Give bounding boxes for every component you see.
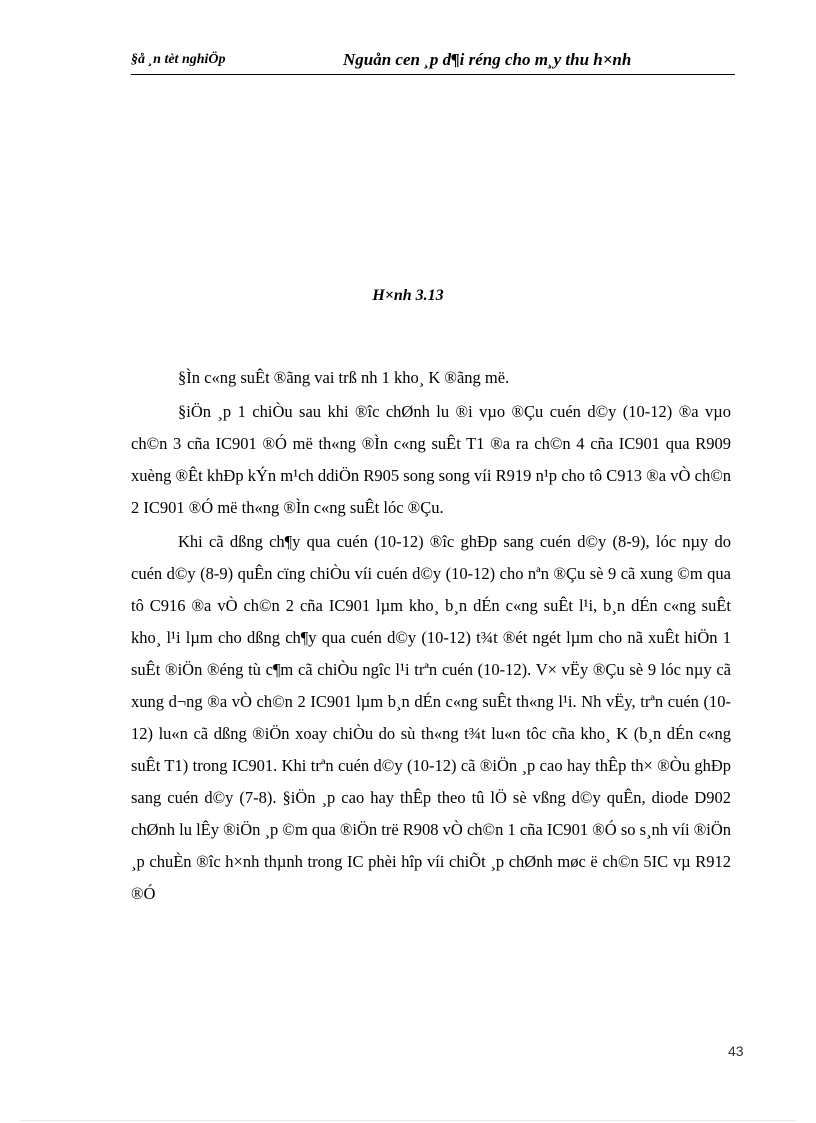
page-bottom-edge (20, 1120, 796, 1121)
page-number: 43 (728, 1043, 744, 1059)
figure-caption: H×nh 3.13 (372, 287, 444, 304)
page-header (131, 50, 735, 75)
paragraph: Khi cã dßng ch¶y qua cuén (10-12) ®îc ghÐp sang cuén d©y (8-9), lóc nµy do cuén d©y (8-9) quÊn cïng chiÒu víi cuén d©y (10-12) cho nªn ®Çu sè 9 cã xung ©m qua tô C916 ®a vÒ ch©n 2 cña IC901 lµm kho¸ b¸n dÉn c«ng suÊt l¹i, b¸n dÉn c«ng suÊt kho¸ l¹i lµm cho dßng ch¶y qua cuén d©y (10-12) t¾t ®ét ngét lµm cho nã xuÊt hiÖn 1 suÊt ®iÖn ®éng tù c¶m cã chiÒu ngîc l¹i trªn cuén (10-12). V× vËy ®Çu sè 9 lóc nµy cã xung d¬ng ®a vÒ ch©n 2 IC901 lµm b¸n dÉn c«ng suÊt th«ng l¹i. Nh vËy, trªn cuén (10-12) lu«n cã dßng ®iÖn xoay chiÒu do sù th«ng t¾t lu«n tôc cña kho¸ K (b¸n dÉn c«ng suÊt T1) trong IC901. Khi trªn cuén d©y (10-12) cã ®iÖn ¸p cao hay thÊp th× ®Òu ghÐp sang cuén d©y (7-8). §iÖn ¸p cao hay thÊp theo tû lÖ sè vßng d©y quÊn, diode D902 chØnh lu lÊy ®iÖn ¸p ©m qua ®iÖn trë R908 vÒ ch©n 1 cña IC901 ®Ó so s¸nh víi ®iÖn ¸p chuÈn ®îc h×nh thµnh trong IC phèi hîp víi chiÕt ¸p chØnh møc ë ch©n 5IC vµ R912 ®Ó (131, 532, 731, 903)
paragraph: §Ìn c«ng suÊt ®ãng vai trß nh 1 kho¸ K ®ãng më. (178, 368, 510, 387)
header-document-title: Nguån cen ¸p d¶i réng cho m¸y thu h×nh (343, 50, 632, 69)
body-text (131, 362, 731, 912)
header-document-type: §å ¸n tèt nghiÖp (131, 52, 226, 67)
paragraph: §iÖn ¸p 1 chiÒu sau khi ®îc chØnh lu ®i vµo ®Çu cuén d©y (10-12) ®a vµo ch©n 3 cña IC901 ®Ó më th«ng ®Ìn c«ng suÊt T1 ®a ra ch©n 4 cña IC901 qua R909 xuèng ®Êt khÐp kÝn m¹ch ddiÖn R905 song song víi R919 n¹p cho tô C913 ®a vÒ ch©n 2 IC901 ®Ó më th«ng ®Ìn c«ng suÊt lóc ®Çu. (131, 402, 731, 517)
